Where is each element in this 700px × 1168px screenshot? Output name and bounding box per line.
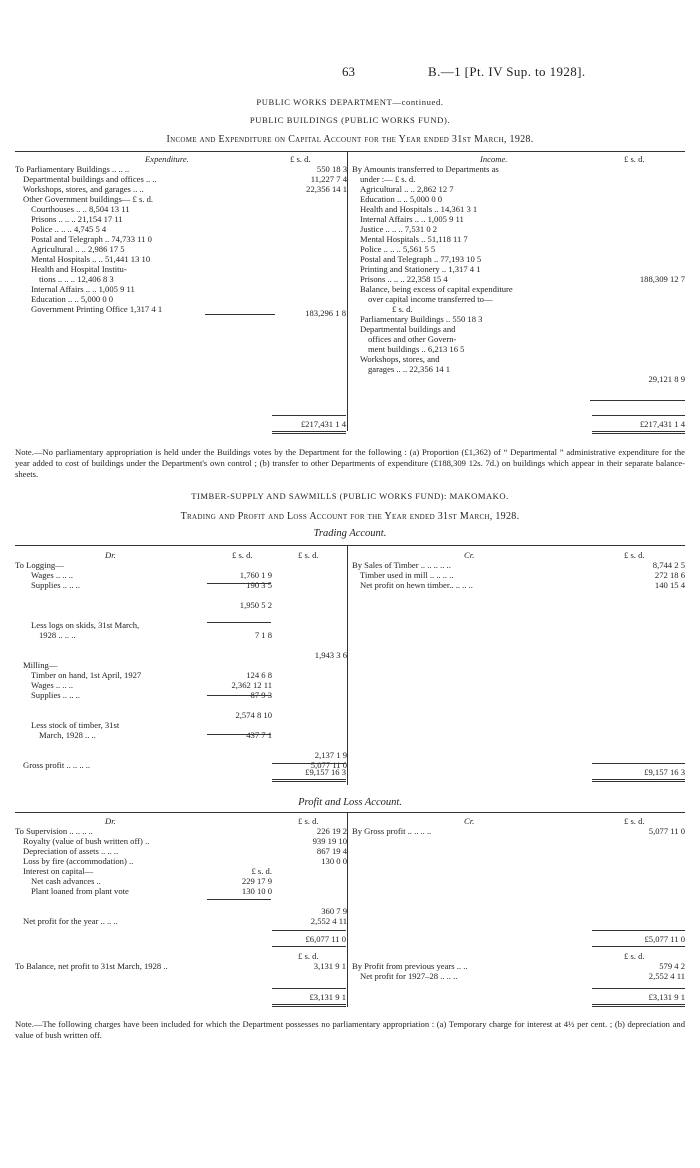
trading-debit-line: Supplies .. .. .. bbox=[31, 580, 80, 590]
trading-debit-line: Milling— bbox=[23, 660, 58, 670]
expenditure-line: Education .. .. 5,000 0 0 bbox=[31, 294, 114, 304]
pl-balance-credit-line: By Profit from previous years .. .. bbox=[352, 961, 468, 971]
expenditure-line: Agricultural .. .. 2,986 17 5 bbox=[31, 244, 125, 254]
trading-debit-total: £9,157 16 3 bbox=[305, 767, 346, 777]
expenditure-total: £217,431 1 4 bbox=[300, 419, 346, 429]
capital-expenditure-column bbox=[15, 154, 347, 429]
pl-balance-credit-line: Net profit for 1927–28 .. .. .. bbox=[360, 971, 458, 981]
balance-line: offices and other Govern- bbox=[368, 334, 457, 344]
expenditure-line: Postal and Telegraph .. 74,733 11 0 bbox=[31, 234, 152, 244]
income-line: Printing and Stationery .. 1,317 4 1 bbox=[360, 264, 481, 274]
balance-debit-total: £3,131 9 1 bbox=[309, 992, 346, 1002]
trading-debit-amount: 2,137 1 9 bbox=[314, 750, 347, 760]
trading-debit-inner: 1,950 5 2 bbox=[239, 600, 272, 610]
trading-dr-label: Dr. bbox=[105, 550, 116, 560]
expenditure-amount: 550 18 3 bbox=[316, 164, 347, 174]
trading-debit-amount: 5,077 11 0 bbox=[310, 760, 347, 770]
pl-debit-amount: 226 19 2 bbox=[316, 826, 347, 836]
income-line: Education .. .. 5,000 0 0 bbox=[360, 194, 443, 204]
trading-debit-inner: 437 7 1 bbox=[246, 730, 272, 740]
pl-balance-credit-amount: 579 4 2 bbox=[659, 961, 685, 971]
trading-pl-title: Trading and Profit and Loss Account for the Year ended 31st March, 1928. bbox=[180, 511, 520, 522]
balance-line: garages .. .. 22,356 14 1 bbox=[368, 364, 451, 374]
income-line: Agricultural .. .. 2,862 12 7 bbox=[360, 184, 454, 194]
trading-debit-inner: 190 3 5 bbox=[246, 580, 272, 590]
pl-debit-amount: 360 7 9 bbox=[321, 906, 347, 916]
pl-debit-amount: 2,552 4 11 bbox=[310, 916, 347, 926]
trading-cr-lsd: £ s. d. bbox=[624, 550, 645, 560]
pl-balance-credit bbox=[352, 961, 685, 983]
expenditure-line: To Parliamentary Buildings .. .. .. bbox=[15, 164, 130, 174]
pl-balance-credit-amount: 2,552 4 11 bbox=[648, 971, 685, 981]
income-line: By Amounts transferred to Departments as bbox=[352, 164, 499, 174]
income-lsd-header: £ s. d. bbox=[624, 154, 645, 164]
income-line: Postal and Telegraph .. 77,193 10 5 bbox=[360, 254, 482, 264]
expenditure-line: Mental Hospitals .. .. 51,441 13 10 bbox=[31, 254, 151, 264]
balance-lsd-header: £ s. d. bbox=[298, 951, 319, 961]
pl-debit-line: Interest on capital— bbox=[23, 866, 94, 876]
trading-debit-inner: 2,574 8 10 bbox=[235, 710, 272, 720]
balance-line: Workshops, stores, and bbox=[360, 354, 440, 364]
expenditure-lsd-header: £ s. d. bbox=[290, 154, 311, 164]
trading-credit-column bbox=[352, 550, 685, 780]
trading-debit-inner: 7 1 8 bbox=[254, 630, 272, 640]
trading-lsd-1: £ s. d. bbox=[232, 550, 253, 560]
pl-cr-lsd: £ s. d. bbox=[624, 816, 645, 826]
expenditure-heading: Expenditure. bbox=[145, 154, 189, 164]
expenditure-line: tions .. .. .. 12,406 8 3 bbox=[39, 274, 114, 284]
expenditure-line: Prisons .. .. .. 21,154 17 11 bbox=[31, 214, 123, 224]
balance-credit-total: £3,131 9 1 bbox=[648, 992, 685, 1002]
trading-account-subtitle: Trading Account. bbox=[313, 528, 387, 539]
trading-credit-amount: 272 18 6 bbox=[654, 570, 685, 580]
page-reference: B.—1 [Pt. IV Sup. to 1928]. bbox=[428, 64, 586, 79]
balance-line: To Balance, net profit to 31st March, 1928 .. bbox=[15, 961, 168, 971]
pl-credit-column bbox=[352, 816, 685, 846]
pl-debit-column bbox=[15, 816, 347, 946]
balance-line: Parliamentary Buildings .. 550 18 3 bbox=[360, 314, 483, 324]
expenditure-amount: 22,356 14 1 bbox=[306, 184, 347, 194]
fund-heading: PUBLIC BUILDINGS (PUBLIC WORKS FUND). bbox=[249, 115, 451, 125]
page-number: 63 bbox=[342, 64, 355, 79]
trading-debit-inner: 2,362 12 11 bbox=[231, 680, 272, 690]
capital-income-column bbox=[352, 154, 685, 429]
trading-debit-line: Wages .. .. .. bbox=[31, 570, 74, 580]
capital-account-title: Income and Expenditure on Capital Account for the Year ended 31st March, 1928. bbox=[166, 134, 534, 145]
timber-heading: TIMBER-SUPPLY AND SAWMILLS (PUBLIC WORKS FUND): MAKOMAKO. bbox=[191, 491, 509, 501]
trading-debit-line: Wages .. .. .. bbox=[31, 680, 74, 690]
trading-debit-line: Less logs on skids, 31st March, bbox=[31, 620, 140, 630]
expenditure-line: Workshops, stores, and garages .. .. bbox=[23, 184, 144, 194]
pl-debit-inner: 130 10 0 bbox=[241, 886, 272, 896]
trading-credit-line: By Sales of Timber .. .. .. .. .. bbox=[352, 560, 451, 570]
income-line: Health and Hospitals .. 14,361 3 1 bbox=[360, 204, 478, 214]
pl-gross-profit-line: By Gross profit .. .. .. .. bbox=[352, 826, 432, 836]
trading-debit-line: Supplies .. .. .. bbox=[31, 690, 80, 700]
pl-debit-line: Loss by fire (accommodation) .. bbox=[23, 856, 134, 866]
trading-credit-amount: 8,744 2 5 bbox=[652, 560, 685, 570]
pl-debit-line: Depreciation of assets .. .. .. bbox=[23, 846, 119, 856]
expenditure-line: Departmental buildings and offices .. .. bbox=[23, 174, 157, 184]
trading-debit-inner: 1,760 1 9 bbox=[239, 570, 272, 580]
trading-debit-line: 1928 .. .. .. bbox=[39, 630, 76, 640]
balance-cr-lsd-header: £ s. d. bbox=[624, 951, 645, 961]
trading-credit-line: Timber used in mill .. .. .. .. bbox=[360, 570, 454, 580]
trading-debit-inner: 124 6 8 bbox=[246, 670, 272, 680]
trading-credit-total: £9,157 16 3 bbox=[644, 767, 685, 777]
pl-debit-line: Plant loaned from plant vote bbox=[31, 886, 129, 896]
expenditure-subtotal: 183,296 1 8 bbox=[305, 308, 346, 318]
trading-debit-column bbox=[15, 550, 347, 780]
income-line: Prisons .. .. .. 22,358 15 4 bbox=[360, 274, 448, 284]
pl-dr-label: Dr. bbox=[105, 816, 116, 826]
note-capital-account: Note.—No parliamentary appropriation is held under the Buildings votes by the Department for the following : (a) Proportion (£1,362) of “ Departmental ” administrative expenditure for the year added to cost of buildings under the Department's own control ; (b) transfer to other Departments of expenditure (£188,309 12s. 7d.) on buildings which appear in their separate balance-sheets. bbox=[15, 447, 685, 479]
pl-account-subtitle: Profit and Loss Account. bbox=[298, 797, 402, 808]
trading-debit-line: Gross profit .. .. .. .. bbox=[23, 760, 91, 770]
pl-debit-total: £6,077 11 0 bbox=[305, 934, 346, 944]
department-heading: PUBLIC WORKS DEPARTMENT—continued. bbox=[256, 97, 444, 107]
pl-debit-line: Net cash advances .. bbox=[31, 876, 101, 886]
income-line: under :— £ s. d. bbox=[360, 174, 416, 184]
pl-debit-amount: 939 19 10 bbox=[312, 836, 347, 846]
pl-debit-line: To Supervision .. .. .. .. bbox=[15, 826, 93, 836]
balance-value: 3,131 9 1 bbox=[313, 961, 346, 971]
trading-debit-line: Less stock of timber, 31st bbox=[31, 720, 120, 730]
pl-debit-inner: £ s. d. bbox=[251, 866, 272, 876]
pl-debit-line: Net profit for the year .. .. .. bbox=[23, 916, 118, 926]
balance-line: Departmental buildings and bbox=[360, 324, 456, 334]
trading-credit-line: Net profit on hewn timber.. .. .. .. bbox=[360, 580, 473, 590]
balance-line: over capital income transferred to— bbox=[368, 294, 493, 304]
income-line: Mental Hospitals .. 51,118 11 7 bbox=[360, 234, 468, 244]
expenditure-line: Other Government buildings— £ s. d. bbox=[23, 194, 154, 204]
income-transferred-total: 188,309 12 7 bbox=[639, 274, 685, 284]
trading-debit-line: Timber on hand, 1st April, 1927 bbox=[31, 670, 142, 680]
expenditure-line: Internal Affairs .. .. 1,005 9 11 bbox=[31, 284, 135, 294]
expenditure-line: Health and Hospital Institu- bbox=[31, 264, 127, 274]
trading-debit-line: To Logging— bbox=[15, 560, 64, 570]
income-line: Justice .. .. .. 7,531 0 2 bbox=[360, 224, 438, 234]
pl-debit-amount: 130 0 0 bbox=[321, 856, 347, 866]
pl-cr-label: Cr. bbox=[464, 816, 475, 826]
expenditure-line: Police .. .. .. 4,745 5 4 bbox=[31, 224, 107, 234]
pl-debit-amount: 867 19 4 bbox=[316, 846, 347, 856]
balance-line: £ s. d. bbox=[392, 304, 413, 314]
income-line: Internal Affairs .. .. 1,005 9 11 bbox=[360, 214, 464, 224]
note-pl-account: Note.—The following charges have been included for which the Department possesses no parliamentary appropriation : (a) Temporary charge for interest at 4½ per cent. ; (b) depreciation and value of bush written off. bbox=[15, 1019, 685, 1040]
pl-credit-total: £5,077 11 0 bbox=[644, 934, 685, 944]
pl-gross-profit-value: 5,077 11 0 bbox=[648, 826, 685, 836]
pl-dr-lsd: £ s. d. bbox=[298, 816, 319, 826]
trading-cr-label: Cr. bbox=[464, 550, 475, 560]
income-line: Police .. .. .. 5,561 5 5 bbox=[360, 244, 436, 254]
expenditure-line: Courthouses .. .. 8,504 13 11 bbox=[31, 204, 130, 214]
balance-line: ment buildings .. 6,213 16 5 bbox=[368, 344, 465, 354]
balance-line: Balance, being excess of capital expenditure bbox=[360, 284, 513, 294]
trading-debit-inner: 87 9 3 bbox=[250, 690, 272, 700]
income-total: £217,431 1 4 bbox=[639, 419, 685, 429]
trading-debit-line: March, 1928 .. .. bbox=[39, 730, 96, 740]
income-heading: Income. bbox=[480, 154, 508, 164]
trading-debit-amount: 1,943 3 6 bbox=[314, 650, 347, 660]
expenditure-amount: 11,227 7 4 bbox=[310, 174, 347, 184]
expenditure-line: Government Printing Office 1,317 4 1 bbox=[31, 304, 163, 314]
pl-debit-line: Royalty (value of bush written off) .. bbox=[23, 836, 150, 846]
trading-credit-amount: 140 15 4 bbox=[654, 580, 685, 590]
trading-lsd-2: £ s. d. bbox=[298, 550, 319, 560]
pl-debit-inner: 229 17 9 bbox=[241, 876, 272, 886]
balance-amount: 29,121 8 9 bbox=[648, 374, 685, 384]
